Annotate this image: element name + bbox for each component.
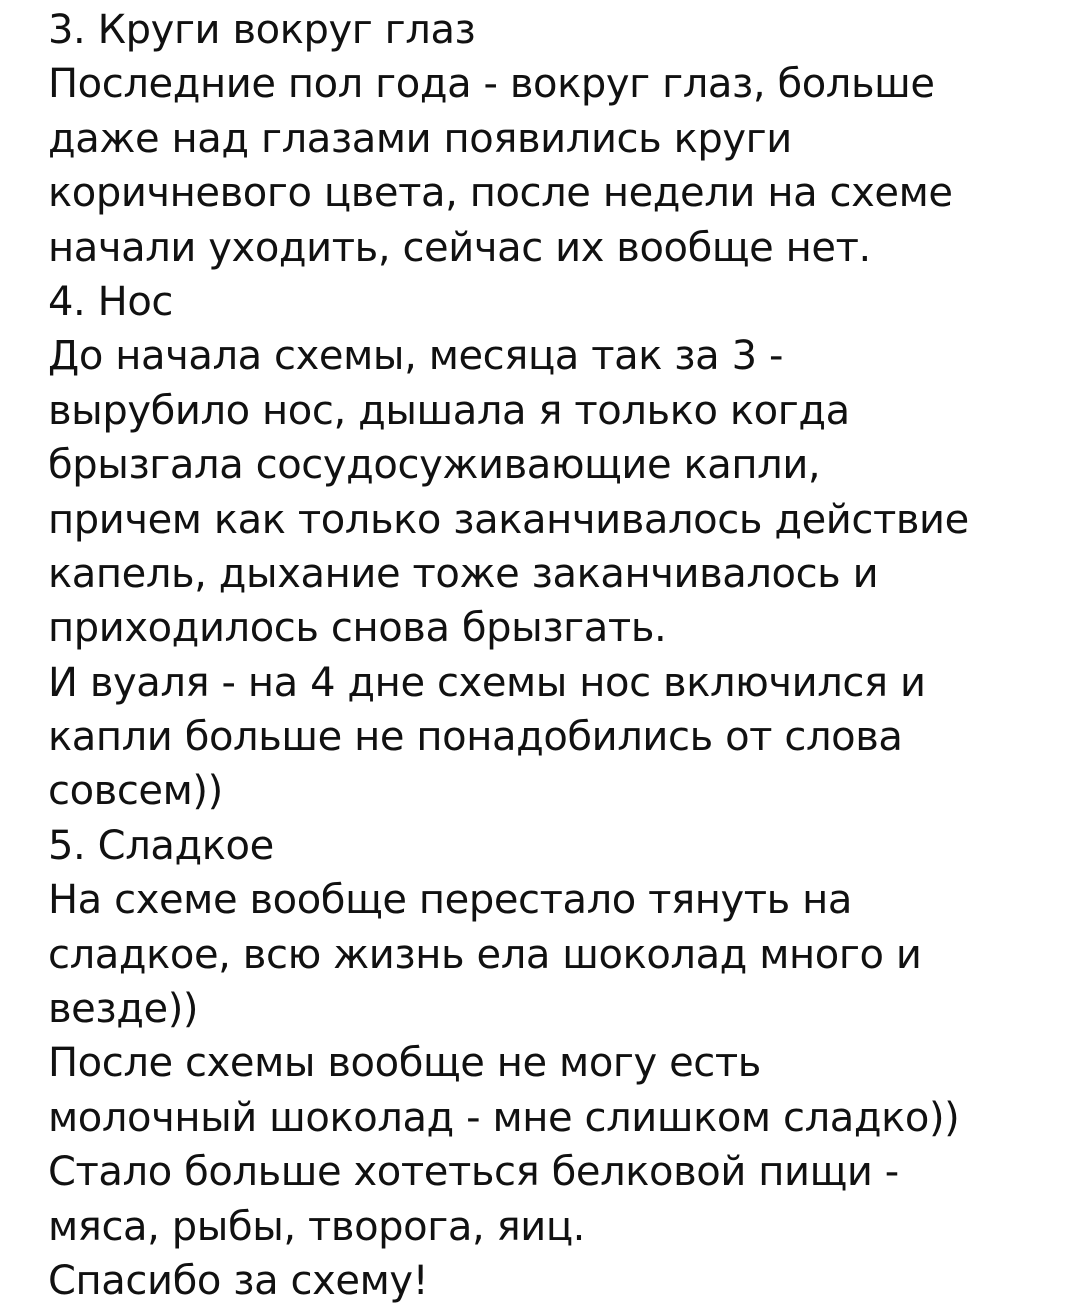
text-line: капли больше не понадобились от слова [48,714,903,761]
text-line: сладкое, всю жизнь ела шоколад много и [48,931,922,978]
text-line: коричневого цвета, после недели на схеме [48,170,953,217]
text-line: совсем)) [48,768,223,815]
text-line: капель, дыхание тоже заканчивалось и [48,550,879,597]
text-line: брызгала сосудосуживающие капли, [48,442,821,489]
text-line: причем как только заканчивалось действие [48,496,969,543]
review-text [48,3,1068,1308]
text-line: И вуаля - на 4 дне схемы нос включился и [48,659,926,706]
text-line: мяса, рыбы, творога, яиц. [48,1203,585,1250]
section-heading-eye-circles: 3. Круги вокруг глаз [48,7,476,53]
text-line: приходилось снова брызгать. [48,605,667,652]
text-line: На схеме вообще перестало тянуть на [48,877,853,924]
text-line: Стало больше хотеться белковой пищи - [48,1149,899,1196]
section-heading-nose: 4. Нос [48,278,174,325]
text-line: везде)) [48,986,199,1033]
text-line: Последние пол года - вокруг глаз, больше [48,61,935,108]
text-line: вырубило нос, дышала я только когда [48,387,850,434]
text-line: даже над глазами появились круги [48,115,792,162]
text-line: начали уходить, сейчас их вообще нет. [48,224,871,271]
text-line: молочный шоколад - мне слишком сладко)) [48,1094,960,1141]
text-line: После схемы вообще не могу есть [48,1040,761,1087]
closing-line: Спасибо за схему! [48,1257,429,1304]
section-heading-sweets: 5. Сладкое [48,822,274,869]
text-line: До начала схемы, месяца так за 3 - [48,333,783,380]
